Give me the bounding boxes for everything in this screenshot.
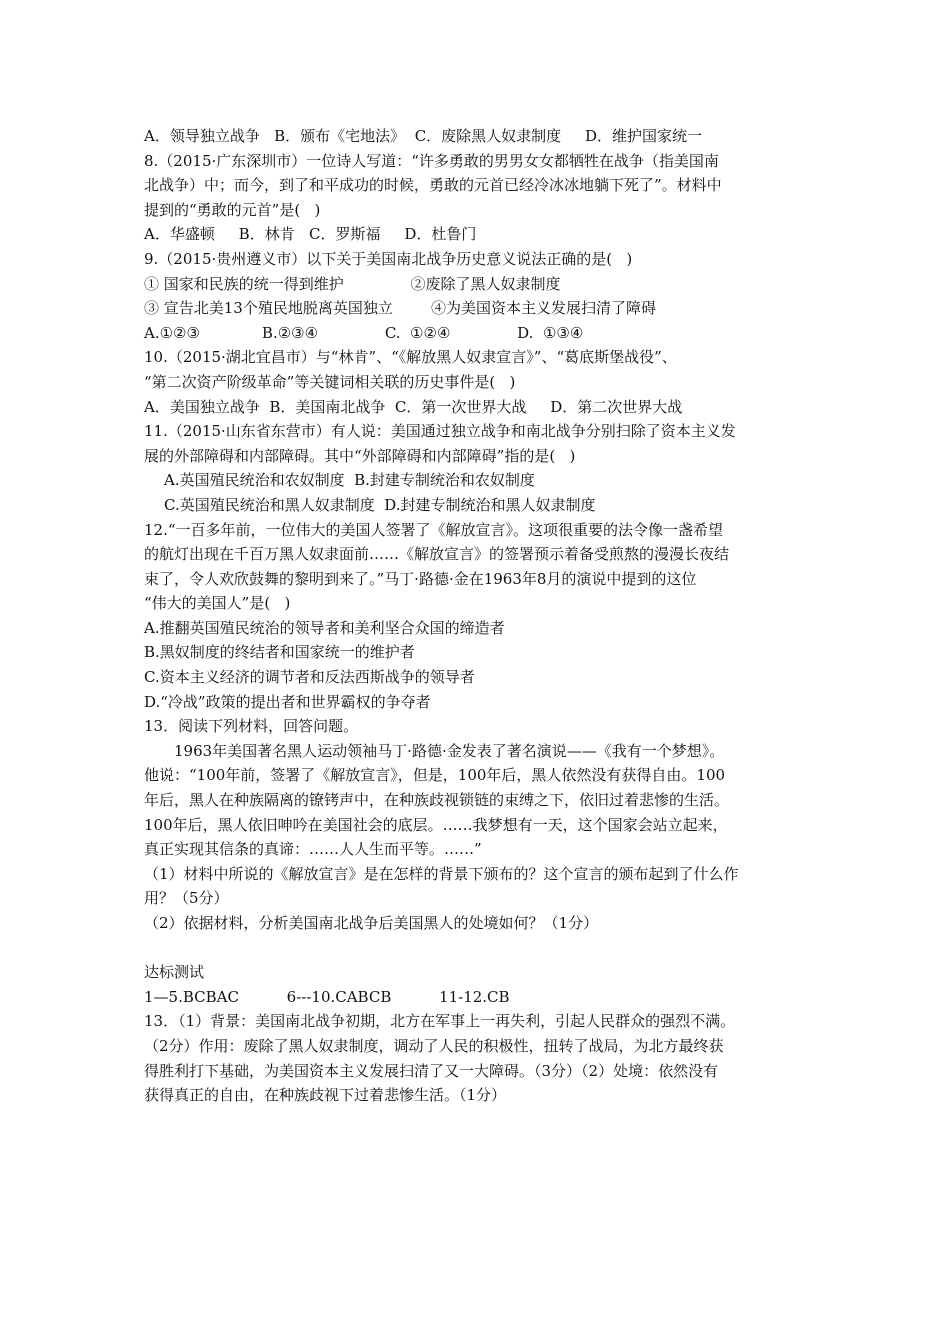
answers-q13-3: 得胜利打下基础，为美国资本主义发展扫清了又一大障碍。（3分）（2）处境：依然没有 (144, 1061, 719, 1080)
q7-options: A．领导独立战争 B．颁布《宅地法》 C．废除黑人奴隶制度 D．维护国家统一 (144, 127, 703, 145)
q11-options-1: A.英国殖民统治和农奴制度 B.封建专制统治和农奴制度 (164, 471, 535, 490)
q10-line-2: “第二次资产阶级革命”等关键词相关联的历史事件是( ) (144, 372, 516, 391)
q12-line-1: 12.“一百多年前，一位伟大的美国人签署了《解放宣言》。这项很重要的法令像一盏希望 (144, 520, 724, 539)
q10-options: A．美国独立战争 B．美国南北战争 C．第一次世界大战 D．第二次世界大战 (144, 397, 683, 416)
q11-line-1: 11.（2015·山东省东营市）有人说：美国通过独立战争和南北战争分别扫除了资本主义发 (144, 422, 736, 441)
q12-option-b: B.黑奴制度的终结者和国家统一的维护者 (144, 643, 415, 662)
q10-line-1: 10.（2015·湖北宜昌市）与“林肯”、“《解放黑人奴隶宣言》”、“葛底斯堡战役”、 (144, 348, 677, 367)
q13-material-3: 年后，黑人在种族隔离的镣铐声中，在种族歧视锁链的束缚之下，依旧过着悲惨的生活。 (144, 791, 730, 810)
q8-line-2: 北战争）中；而今，到了和平成功的时候，勇敢的元首已经冷冰冰地躺下死了”。材料中 (144, 176, 722, 195)
answers-q13-2: （2分）作用：废除了黑人奴隶制度，调动了人民的积极性，扭转了战局，为北方最终获 (144, 1036, 724, 1055)
section-spacer (144, 936, 870, 961)
q12-option-d: D.“冷战”政策的提出者和世界霸权的争夺者 (144, 692, 431, 711)
q11-line-2: 展的外部障碍和内部障碍。其中“外部障碍和内部障碍”指的是( ) (144, 446, 576, 465)
q13-material-5: 真正实现其信条的真谛：……人人生而平等。……” (144, 840, 482, 859)
q13-question-2: （2）依据材料，分析美国南北战争后美国黑人的处境如何？（1分） (144, 914, 599, 932)
q13-material-4: 100年后，黑人依旧呻吟在美国社会的底层。……我梦想有一天，这个国家会站立起来， (144, 815, 728, 834)
q12-line-3: 束了，令人欢欣鼓舞的黎明到来了。”马丁·路德·金在1963年8月的演说中提到的这位 (144, 569, 697, 588)
q13-material-2: 他说：“100年前，签署了《解放宣言》，但是，100年后，黑人依然没有获得自由。100 (144, 766, 726, 785)
answers-q13-1: 13．（1）背景：美国南北战争初期，北方在军事上一再失利，引起人民群众的强烈不满。 (144, 1012, 736, 1031)
answers-q13-4: 获得真正的自由，在种族歧视下过着悲惨生活。（1分） (144, 1086, 507, 1105)
q13-intro: 13．阅读下列材料，回答问题。 (144, 717, 359, 736)
q8-line-3: 提到的“勇敢的元首”是( ) (144, 200, 321, 219)
q11-options-2: C.英国殖民统治和黑人奴隶制度 D.封建专制统治和黑人奴隶制度 (164, 495, 596, 514)
answers-title: 达标测试 (144, 963, 205, 982)
q13-material-1: 1963年美国著名黑人运动领袖马丁·路德·金发表了著名演说——《我有一个梦想》。 (174, 741, 725, 760)
q12-line-2: 的航灯出现在千百万黑人奴隶面前……《解放宣言》的签署预示着备受煎熬的漫漫长夜结 (144, 545, 730, 564)
q8-options: A．华盛顿 B．林肯 C．罗斯福 D．杜鲁门 (144, 225, 477, 244)
q12-option-c: C.资本主义经济的调节者和反法西斯战争的领导者 (144, 668, 475, 687)
q9-options: A.①②③ B.②③④ C. ①②④ D. ①③④ (144, 323, 584, 342)
q9-line-2: ① 国家和民族的统一得到维护 ②废除了黑人奴隶制度 (144, 274, 561, 293)
q9-line-3: ③ 宣告北美13个殖民地脱离英国独立 ④为美国资本主义发展扫清了障碍 (144, 299, 657, 318)
q12-line-4: “伟大的美国人”是( ) (144, 594, 291, 613)
q9-line-1: 9.（2015·贵州遵义市）以下关于美国南北战争历史意义说法正确的是( ) (144, 249, 633, 268)
q8-line-1: 8.（2015·广东深圳市）一位诗人写道：“许多勇敢的男男女女都牺牲在战争（指美国南 (144, 151, 719, 170)
q12-option-a: A.推翻英国殖民统治的领导者和美利坚合众国的缔造者 (144, 618, 505, 637)
answers-choice: 1—5.BCBAC 6---10.CABCB 11-12.CB (144, 987, 510, 1006)
q13-question-1b: 用？（5分） (144, 889, 229, 908)
q13-question-1a: （1）材料中所说的《解放宣言》是在怎样的背景下颁布的？这个宣言的颁布起到了什么作 (144, 864, 739, 883)
